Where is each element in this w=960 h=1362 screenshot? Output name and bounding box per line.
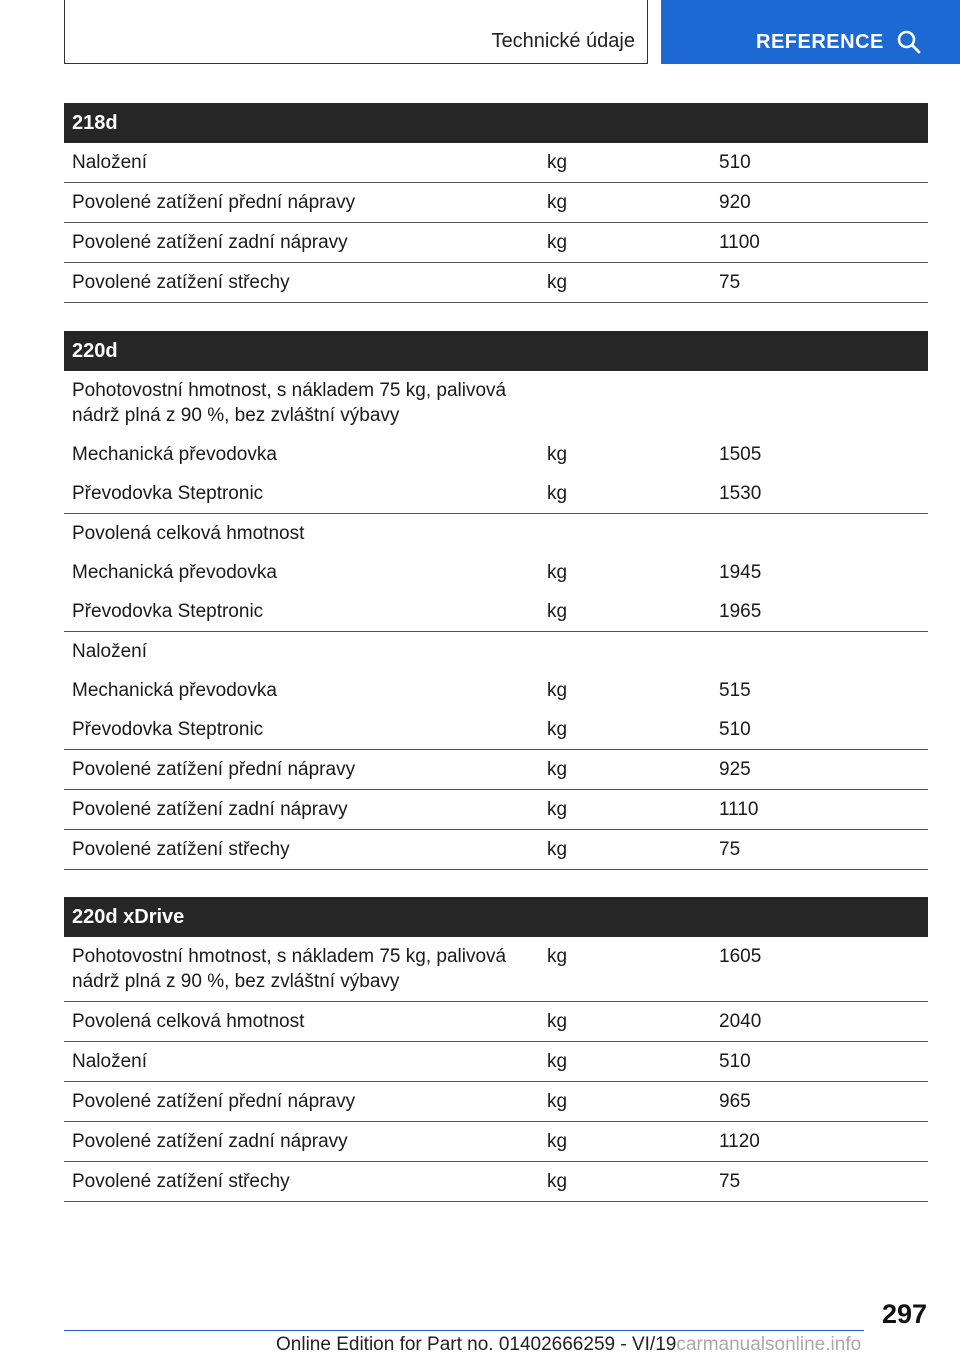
table-row [64, 750, 928, 790]
row-value: 75 [711, 263, 928, 303]
row-value: 1965 [711, 592, 928, 632]
row-value: 920 [711, 183, 928, 223]
row-unit: kg [539, 830, 711, 870]
spec-table-220d [64, 331, 928, 870]
row-label: Povolená celková hmotnost [64, 1002, 539, 1042]
row-label: Povolené zatížení zadní nápravy [64, 223, 539, 263]
row-unit [539, 632, 711, 672]
row-label: Povolené zatížení střechy [64, 263, 539, 303]
search-icon[interactable] [896, 29, 922, 55]
row-value: 1945 [719, 562, 762, 583]
table-row [64, 937, 928, 1002]
row-value: 965 [711, 1082, 928, 1122]
row-unit: kg [539, 592, 711, 632]
table-row [64, 263, 928, 303]
row-label: Povolené zatížení zadní nápravy [64, 790, 539, 830]
row-value: 75 [711, 1162, 928, 1202]
table-row [64, 671, 928, 710]
row-label: Povolená celková hmotnost [72, 523, 305, 544]
table-title: 218d [64, 103, 928, 143]
row-unit: kg [539, 1162, 711, 1202]
edition-text: Online Edition for Part no. 01402666259 - VI/19 [276, 1334, 677, 1355]
section-title: Technické údaje [491, 30, 635, 52]
row-label: Povolené zatížení přední nápravy [64, 1082, 539, 1122]
row-label: Naložení [72, 641, 147, 662]
row-unit: kg [539, 1082, 711, 1122]
row-value: 1530 [711, 474, 928, 514]
row-value [711, 632, 928, 672]
table-title: 220d xDrive [64, 897, 928, 937]
row-unit: kg [539, 710, 711, 750]
row-value: 1505 [719, 444, 762, 465]
row-label: Povolené zatížení přední nápravy [64, 750, 539, 790]
row-value [711, 514, 928, 554]
row-label: Převodovka Steptronic [64, 474, 539, 514]
row-unit: kg [547, 444, 568, 465]
reference-label: REFERENCE [756, 31, 884, 53]
table-header-row [64, 103, 928, 143]
row-value: 510 [711, 1042, 928, 1082]
row-unit: kg [539, 790, 711, 830]
table-row [64, 710, 928, 750]
row-unit: kg [539, 263, 711, 303]
row-unit [539, 514, 711, 554]
footer-divider [64, 1330, 864, 1331]
spec-table-220d-xdrive [64, 897, 928, 1202]
row-unit: kg [539, 1042, 711, 1082]
table-row [64, 143, 928, 183]
row-unit: kg [539, 750, 711, 790]
row-value: 510 [711, 143, 928, 183]
row-label: Pohotovostní hmotnost, s nákladem 75 kg, palivová nádrž plná z 90 %, bez zvláštní výbavy [72, 380, 507, 426]
table-title: 220d [64, 331, 928, 371]
table-header-row [64, 331, 928, 371]
page-number: 297 [881, 1299, 927, 1329]
table-row [64, 1162, 928, 1202]
table-row [64, 371, 928, 435]
row-value: 515 [719, 680, 751, 701]
table-row [64, 592, 928, 632]
table-row [64, 1122, 928, 1162]
row-value: 1100 [711, 223, 928, 263]
row-label: Povolené zatížení střechy [64, 830, 539, 870]
row-label: Převodovka Steptronic [64, 710, 539, 750]
table-row [64, 1002, 928, 1042]
table-row [64, 514, 928, 554]
footer-edition [276, 1334, 861, 1356]
row-unit [539, 371, 711, 435]
section-header-box [64, 0, 648, 64]
row-label: Povolené zatížení přední nápravy [64, 183, 539, 223]
row-label: Naložení [64, 143, 539, 183]
row-unit: kg [539, 1002, 711, 1042]
row-value: 2040 [711, 1002, 928, 1042]
table-row [64, 223, 928, 263]
row-label: Mechanická převodovka [72, 562, 277, 583]
table-row [64, 1042, 928, 1082]
table-header-row [64, 897, 928, 937]
row-value: 510 [711, 710, 928, 750]
table-row [64, 474, 928, 514]
row-label: Naložení [64, 1042, 539, 1082]
table-row [64, 183, 928, 223]
table-row [64, 1082, 928, 1122]
row-label: Pohotovostní hmotnost, s nákladem 75 kg, palivová nádrž plná z 90 %, bez zvláštní výbavy [64, 937, 539, 1002]
row-value [711, 371, 928, 435]
row-label: Mechanická převodovka [72, 444, 277, 465]
table-row [64, 830, 928, 870]
row-unit: kg [539, 223, 711, 263]
row-value: 75 [711, 830, 928, 870]
table-row [64, 553, 928, 592]
spec-table-218d [64, 103, 928, 303]
row-unit: kg [539, 1122, 711, 1162]
table-row [64, 435, 928, 474]
row-label: Povolené zatížení střechy [64, 1162, 539, 1202]
row-value: 1110 [711, 790, 928, 830]
row-value: 1120 [711, 1122, 928, 1162]
row-value: 925 [711, 750, 928, 790]
row-value: 1605 [711, 937, 928, 1002]
watermark-text: carmanualsonline.info [676, 1334, 862, 1355]
reference-button[interactable] [661, 0, 960, 64]
table-row [64, 632, 928, 672]
table-row [64, 790, 928, 830]
row-label: Povolené zatížení zadní nápravy [64, 1122, 539, 1162]
row-unit: kg [539, 474, 711, 514]
row-unit: kg [547, 562, 568, 583]
row-unit: kg [539, 143, 711, 183]
row-label: Převodovka Steptronic [64, 592, 539, 632]
row-unit: kg [547, 680, 568, 701]
row-unit: kg [539, 183, 711, 223]
row-unit: kg [539, 937, 711, 1002]
row-label: Mechanická převodovka [72, 680, 277, 701]
